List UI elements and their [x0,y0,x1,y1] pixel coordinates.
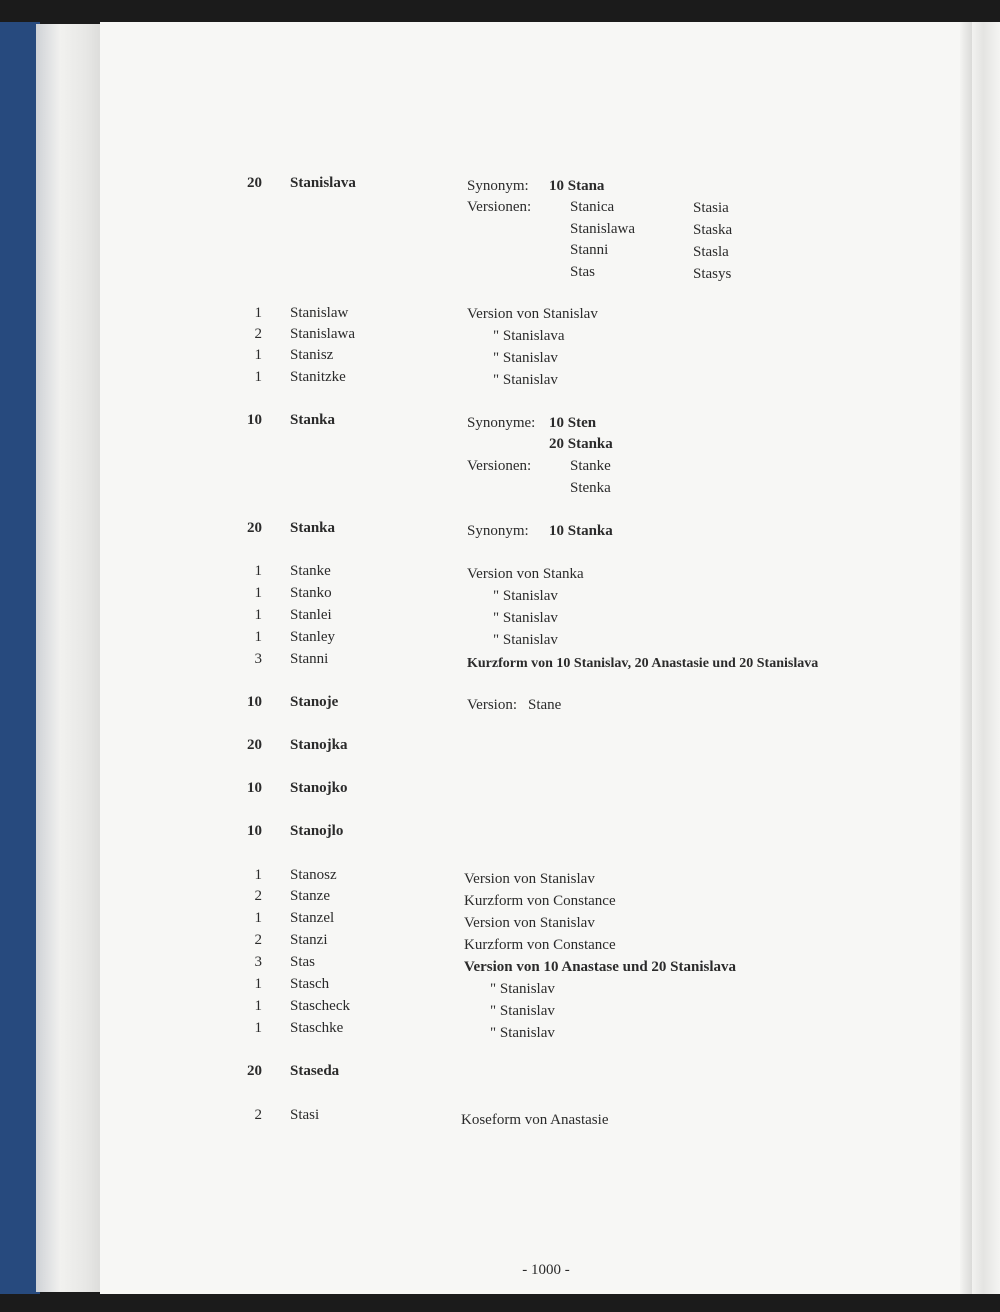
entry-count: 10 [247,780,262,796]
entry-description: " Stanislav [493,610,558,626]
synonym-label: Synonym: [467,178,529,194]
entry-count: 1 [254,563,262,579]
entry-count: 10 [247,694,262,710]
version-value: Stanke [570,458,611,474]
entry-description: " Stanislava [493,328,565,344]
version-label: Version: [467,697,517,713]
entry-name: Stanlei [290,607,332,623]
entry-description: " Stanislav [493,632,558,648]
entry-count: 1 [254,369,262,385]
entry-name: Stanoje [290,694,339,710]
book-spine [0,22,40,1294]
synonyme-label: Synonyme: [467,415,536,431]
entry-count: 10 [247,823,262,839]
entry-name: Stanosz [290,867,337,883]
entry-description: " Stanislav [490,1003,555,1019]
entry-name: Stanojka [290,737,348,753]
entry-description: " Stanislav [490,1025,555,1041]
entry-count: 1 [254,629,262,645]
synonym-value: 20 Stanka [549,436,613,452]
entry-count: 1 [254,910,262,926]
entry-count: 1 [254,607,262,623]
versionen-label: Versionen: [467,458,532,474]
entry-count: 1 [254,976,262,992]
entry-name: Stasi [290,1107,320,1123]
version-value: Stenka [570,480,611,496]
version-value: Stas [570,264,596,280]
entry-count: 10 [247,412,262,428]
entry-count: 3 [254,651,262,667]
version-value: Stasia [693,200,729,216]
version-value: Stane [528,697,562,713]
synonym-value: 10 Stana [549,178,605,194]
entry-count: 1 [254,585,262,601]
version-value: Stanica [570,199,615,215]
entry-name: Stanke [290,563,331,579]
page-number: - 1000 - [522,1262,570,1278]
entry-description: Kurzform von Constance [464,937,616,953]
entry-description: " Stanislav [493,588,558,604]
entry-count: 1 [254,305,262,321]
entry-name: Stanitzke [290,369,346,385]
version-value: Stasla [693,244,729,260]
entry-name: Stanislava [290,175,356,191]
page-block-edge [36,24,106,1292]
entry-count: 3 [254,954,262,970]
synonym-value: 10 Stanka [549,523,613,539]
entry-count: 2 [254,326,262,342]
entry-count: 1 [254,998,262,1014]
entry-count: 2 [254,932,262,948]
entry-description: " Stanislav [493,372,558,388]
entry-description: Kurzform von 10 Stanislav, 20 Anastasie und 20 Stanislava [467,656,819,671]
entry-description: Version von Stanislav [464,871,595,887]
entry-count: 1 [254,1020,262,1036]
entry-count: 1 [254,347,262,363]
entry-name: Stanislaw [290,305,349,321]
entry-count: 1 [254,867,262,883]
versionen-label: Versionen: [467,199,532,215]
entry-count: 20 [247,175,262,191]
entry-description: " Stanislav [493,350,558,366]
entry-name: Stanojko [290,780,348,796]
entry-description: Koseform von Anastasie [461,1112,609,1128]
entry-description: Version von 10 Anastase und 20 Stanislava [464,959,737,975]
entry-name: Stanzi [290,932,328,948]
entry-description: Version von Stanislav [467,306,598,322]
version-value: Stanislawa [570,221,635,237]
facing-page-edge [972,22,1000,1294]
entry-count: 20 [247,520,262,536]
show-through [740,178,744,195]
synonym-value: 10 Sten [549,415,597,431]
entry-name: Stanni [290,651,329,667]
version-value: Stasys [693,266,732,282]
synonym-label: Synonym: [467,523,529,539]
entry-name: Stanley [290,629,335,645]
entry-name: Stanzel [290,910,335,926]
entry-name: Stanisz [290,347,334,363]
entry-name: Stanka [290,412,336,428]
entry-description: Kurzform von Constance [464,893,616,909]
entry-count: 2 [254,1107,262,1123]
entry-name: Stanislawa [290,326,355,342]
entry-description: " Stanislav [490,981,555,997]
entry-name: Stasch [290,976,330,992]
version-value: Stanni [570,242,609,258]
entry-name: Staschke [290,1020,344,1036]
entry-count: 20 [247,1063,262,1079]
entry-count: 20 [247,737,262,753]
entry-name: Stanka [290,520,336,536]
entry-description: Version von Stanislav [464,915,595,931]
entry-name: Stas [290,954,316,970]
entry-name: Stanko [290,585,332,601]
version-value: Staska [693,222,733,238]
entry-name: Stanze [290,888,330,904]
entry-description: Version von Stanka [467,566,584,582]
entry-name: Stascheck [290,998,350,1014]
entry-name: Staseda [290,1063,340,1079]
entry-count: 2 [254,888,262,904]
entry-name: Stanojlo [290,823,344,839]
